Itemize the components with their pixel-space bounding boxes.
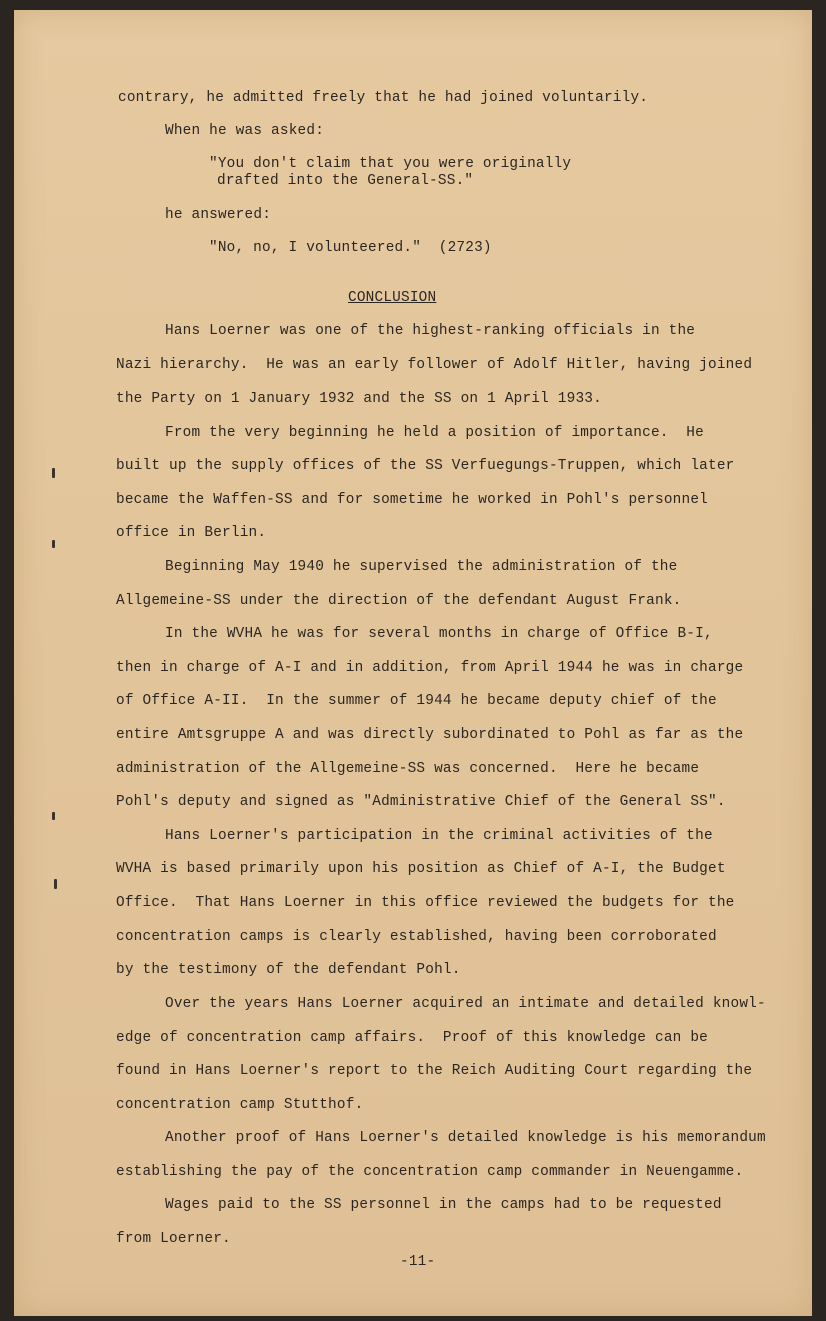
margin-mark <box>54 879 57 889</box>
text-line: When he was asked: <box>165 123 325 139</box>
text-line: by the testimony of the defendant Pohl. <box>116 962 461 978</box>
text-line: Wages paid to the SS personnel in the camps had to be requested <box>165 1197 722 1213</box>
text-line: entire Amtsgruppe A and was directly subordinated to Pohl as far as the <box>116 727 744 743</box>
text-line: contrary, he admitted freely that he had joined voluntarily. <box>118 90 649 106</box>
margin-mark <box>52 468 55 478</box>
text-line: In the WVHA he was for several months in charge of Office B-I, <box>165 626 713 642</box>
text-line: establishing the pay of the concentration camp commander in Neuengamme. <box>116 1164 744 1180</box>
text-line: concentration camps is clearly established, having been corroborated <box>116 929 717 945</box>
text-line: he answered: <box>165 207 272 223</box>
text-line: found in Hans Loerner's report to the Reich Auditing Court regarding the <box>116 1063 753 1079</box>
page-number: -11- <box>400 1254 436 1270</box>
text-line: then in charge of A-I and in addition, from April 1944 he was in charge <box>116 660 744 676</box>
text-line: from Loerner. <box>116 1231 231 1247</box>
text-line: concentration camp Stutthof. <box>116 1097 364 1113</box>
text-line: Another proof of Hans Loerner's detailed knowledge is his memorandum <box>165 1130 766 1146</box>
margin-mark <box>52 540 55 548</box>
section-heading: CONCLUSION <box>348 290 437 306</box>
text-line: of Office A-II. In the summer of 1944 he became deputy chief of the <box>116 693 717 709</box>
text-line: Allgemeine-SS under the direction of the defendant August Frank. <box>116 593 682 609</box>
text-line: the Party on 1 January 1932 and the SS on 1 April 1933. <box>116 391 602 407</box>
text-line: edge of concentration camp affairs. Proof of this knowledge can be <box>116 1030 708 1046</box>
text-line: WVHA is based primarily upon his position as Chief of A-I, the Budget <box>116 861 726 877</box>
quote-line: "You don't claim that you were originally <box>209 156 572 172</box>
text-line: From the very beginning he held a position of importance. He <box>165 425 704 441</box>
text-line: Hans Loerner's participation in the criminal activities of the <box>165 828 713 844</box>
text-line: office in Berlin. <box>116 525 267 541</box>
quote-line: drafted into the General-SS." <box>217 173 474 189</box>
text-line: Beginning May 1940 he supervised the administration of the <box>165 559 678 575</box>
text-line: Over the years Hans Loerner acquired an intimate and detailed knowl- <box>165 996 766 1012</box>
document-page <box>14 10 812 1316</box>
text-line: Pohl's deputy and signed as "Administrative Chief of the General SS". <box>116 794 726 810</box>
text-line: Nazi hierarchy. He was an early follower of Adolf Hitler, having joined <box>116 357 753 373</box>
margin-mark <box>52 812 55 820</box>
text-line: built up the supply offices of the SS Verfuegungs-Truppen, which later <box>116 458 735 474</box>
text-line: Hans Loerner was one of the highest-ranking officials in the <box>165 323 696 339</box>
quote-line: "No, no, I volunteered." (2723) <box>209 240 492 256</box>
text-line: Office. That Hans Loerner in this office reviewed the budgets for the <box>116 895 735 911</box>
text-line: became the Waffen-SS and for sometime he worked in Pohl's personnel <box>116 492 708 508</box>
text-line: administration of the Allgemeine-SS was concerned. Here he became <box>116 761 700 777</box>
